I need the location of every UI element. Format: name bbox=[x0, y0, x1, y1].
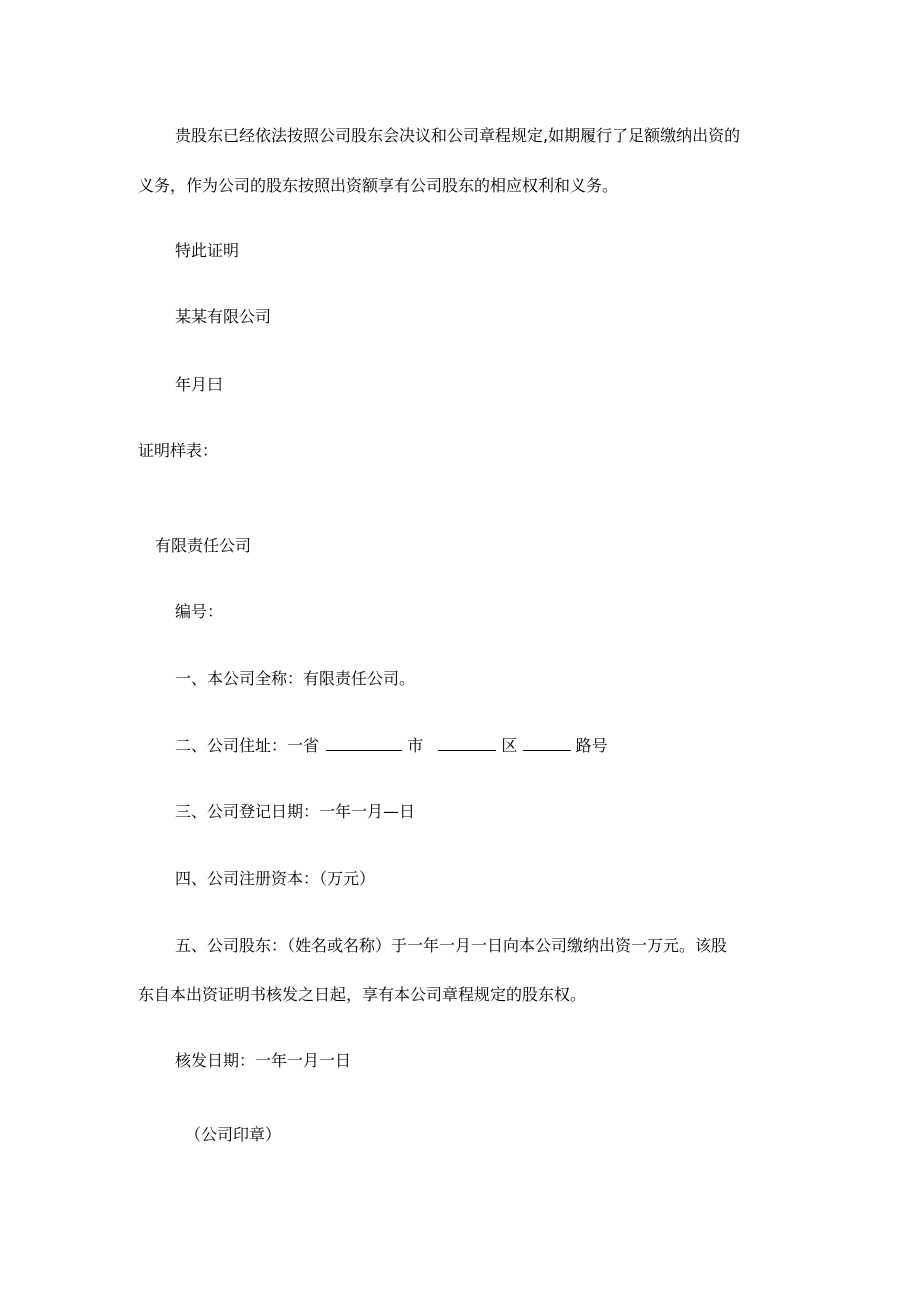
form-item-5-line-1: 五、公司股东：（姓名或名称）于一年一月一日向本公司缴纳出资一万元。该股 bbox=[175, 936, 728, 955]
form-item-5-line-2: 东自本出资证明书核发之日起，享有本公司章程规定的股东权。 bbox=[138, 985, 587, 1004]
company-name: 某某有限公司 bbox=[175, 307, 272, 326]
address-road: 路号 bbox=[575, 736, 608, 755]
form-item-4: 四、公司注册资本：（万元） bbox=[175, 869, 376, 888]
form-item-2 bbox=[175, 735, 608, 757]
form-item-1: 一、本公司全称：有限责任公司。 bbox=[175, 669, 416, 688]
date-line: 年月曰 bbox=[175, 375, 224, 394]
company-seal-label: （公司印章） bbox=[185, 1125, 282, 1144]
form-item-3: 三、公司登记日期：一年一月—日 bbox=[175, 802, 416, 821]
paragraph-line-2: 义务，作为公司的股东按照出资额享有公司股东的相应权利和义务。 bbox=[138, 176, 619, 195]
address-prefix: 二、公司住址：一省 bbox=[175, 736, 320, 755]
province-blank bbox=[326, 736, 402, 751]
sample-label: 证明样表： bbox=[138, 441, 219, 460]
address-district: 区 bbox=[501, 736, 518, 755]
issue-date: 核发日期：一年一月一日 bbox=[175, 1051, 352, 1070]
form-title: 有限责任公司 bbox=[155, 536, 252, 555]
form-number-label: 编号： bbox=[175, 602, 224, 621]
address-city: 市 bbox=[407, 736, 424, 755]
district-blank bbox=[523, 736, 571, 751]
certify-text: 特此证明 bbox=[175, 241, 240, 260]
city-blank bbox=[438, 736, 496, 751]
paragraph-line-1: 贵股东已经依法按照公司股东会决议和公司章程规定,如期履行了足额缴纳出资的 bbox=[175, 126, 741, 145]
